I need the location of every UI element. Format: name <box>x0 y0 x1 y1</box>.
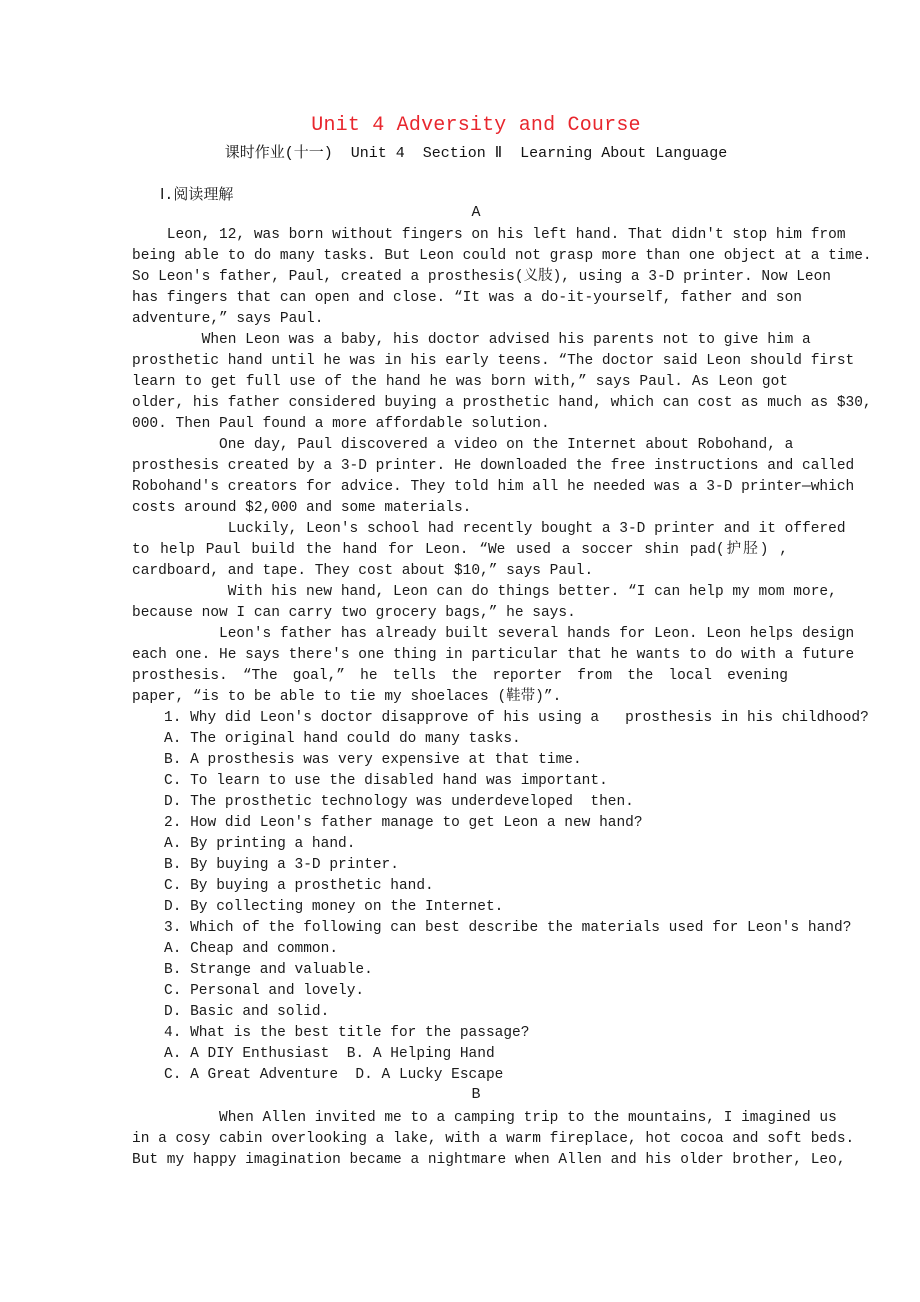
passage-line: Leon's father has already built several hands for Leon. Leon helps design <box>132 626 855 642</box>
section-heading: Ⅰ.阅读理解 <box>160 187 234 204</box>
passage-line: prosthesis. “The goal,” he tells the reporter from the local evening <box>132 668 788 684</box>
question-stem: 2. How did Leon's father manage to get Leon a new hand? <box>164 815 643 831</box>
answer-option: B. Strange and valuable. <box>164 962 373 978</box>
answer-option: B. A prosthesis was very expensive at that time. <box>164 752 582 768</box>
passage-line: Robohand's creators for advice. They told him all he needed was a 3-D printer—which <box>132 479 855 495</box>
passage-line: adventure,” says Paul. <box>132 311 324 327</box>
passage-line: When Leon was a baby, his doctor advised his parents not to give him a <box>132 332 811 348</box>
answer-option: A. The original hand could do many tasks. <box>164 731 521 747</box>
answer-option: C. By buying a prosthetic hand. <box>164 878 434 894</box>
passage-a-label: A <box>471 204 481 221</box>
passage-line: because now I can carry two grocery bags,” he says. <box>132 605 576 621</box>
passage-line: in a cosy cabin overlooking a lake, with a warm fireplace, hot cocoa and soft beds. <box>132 1131 855 1147</box>
answer-option: A. By printing a hand. <box>164 836 356 852</box>
answer-option: C. A Great Adventure D. A Lucky Escape <box>164 1067 504 1083</box>
passage-line: being able to do many tasks. But Leon could not grasp more than one object at a time. <box>132 248 872 264</box>
document-title: Unit 4 Adversity and Course <box>311 114 641 137</box>
passage-line: Luckily, Leon's school had recently bought a 3-D printer and it offered <box>132 521 846 537</box>
passage-line: With his new hand, Leon can do things better. “I can help my mom more, <box>132 584 837 600</box>
passage-line: has fingers that can open and close. “It was a do-it-yourself, father and son <box>132 290 803 306</box>
passage-line: cardboard, and tape. They cost about $10,” says Paul. <box>132 563 594 579</box>
passage-line: each one. He says there's one thing in particular that he wants to do with a future <box>132 647 855 663</box>
passage-b-label: B <box>471 1086 481 1103</box>
passage-line: to help Paul build the hand for Leon. “We used a soccer shin pad(护胫) , <box>132 542 788 558</box>
question-stem: 4. What is the best title for the passage? <box>164 1025 530 1041</box>
answer-option: C. To learn to use the disabled hand was important. <box>164 773 608 789</box>
passage-line: paper, “is to be able to tie my shoelaces (鞋带)”. <box>132 689 562 705</box>
passage-line: One day, Paul discovered a video on the Internet about Robohand, a <box>132 437 794 453</box>
passage-line: 000. Then Paul found a more affordable solution. <box>132 416 550 432</box>
answer-option: B. By buying a 3-D printer. <box>164 857 399 873</box>
answer-option: D. Basic and solid. <box>164 1004 330 1020</box>
answer-option: A. A DIY Enthusiast B. A Helping Hand <box>164 1046 495 1062</box>
passage-line: costs around $2,000 and some materials. <box>132 500 472 516</box>
question-stem: 3. Which of the following can best describe the materials used for Leon's hand? <box>164 920 852 936</box>
answer-option: D. By collecting money on the Internet. <box>164 899 504 915</box>
passage-line: learn to get full use of the hand he was born with,” says Paul. As Leon got <box>132 374 788 390</box>
passage-line: But my happy imagination became a nightmare when Allen and his older brother, Leo, <box>132 1152 846 1168</box>
document-subtitle: 课时作业(十一) Unit 4 Section Ⅱ Learning About Language <box>224 145 728 162</box>
passage-line: prosthesis created by a 3-D printer. He downloaded the free instructions and called <box>132 458 855 474</box>
passage-line: So Leon's father, Paul, created a prosthesis(义肢), using a 3-D printer. Now Leon <box>132 269 832 285</box>
answer-option: A. Cheap and common. <box>164 941 339 957</box>
passage-line: When Allen invited me to a camping trip to the mountains, I imagined us <box>132 1110 837 1126</box>
passage-line: older, his father considered buying a prosthetic hand, which can cost as much as $30, <box>132 395 872 411</box>
answer-option: C. Personal and lovely. <box>164 983 365 999</box>
passage-line: Leon, 12, was born without fingers on his left hand. That didn't stop him from <box>132 227 846 243</box>
question-stem: 1. Why did Leon's doctor disapprove of his using a prosthesis in his childhood? <box>164 710 869 726</box>
answer-option: D. The prosthetic technology was underdeveloped then. <box>164 794 634 810</box>
passage-line: prosthetic hand until he was in his early teens. “The doctor said Leon should first <box>132 353 855 369</box>
